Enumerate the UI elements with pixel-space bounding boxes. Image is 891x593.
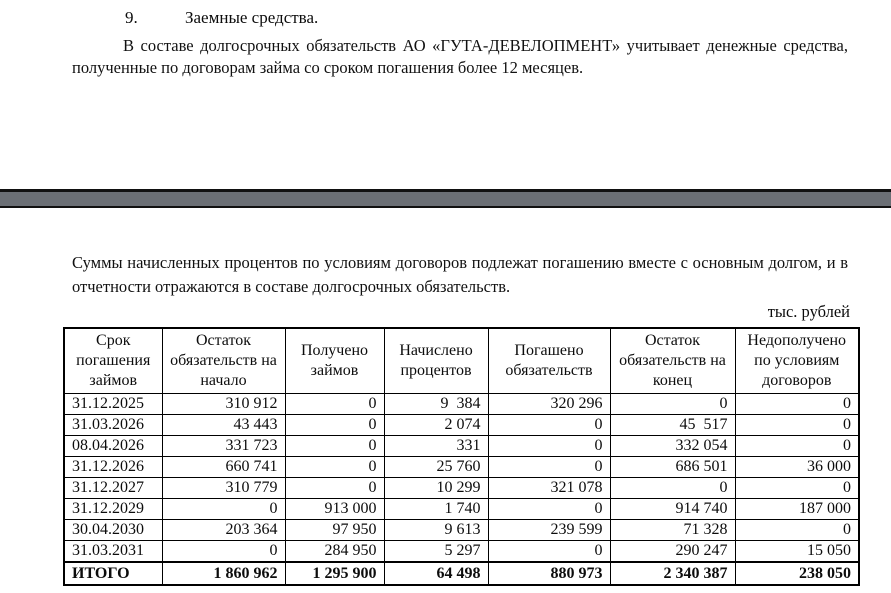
table-cell: 0 xyxy=(285,394,384,415)
table-cell: 284 950 xyxy=(285,541,384,563)
table-cell: 15 050 xyxy=(735,541,859,563)
table-cell: 2 074 xyxy=(384,415,488,436)
table-cell: 31.03.2026 xyxy=(64,415,162,436)
total-cell: 2 340 387 xyxy=(610,562,735,585)
total-cell: 1 860 962 xyxy=(162,562,285,585)
table-cell: 914 740 xyxy=(610,499,735,520)
table-cell: 0 xyxy=(488,457,610,478)
total-cell: 880 973 xyxy=(488,562,610,585)
table-cell: 71 328 xyxy=(610,520,735,541)
section-number: 9. xyxy=(125,8,138,27)
table-cell: 0 xyxy=(735,436,859,457)
table-cell: 5 297 xyxy=(384,541,488,563)
units-label: тыс. рублей xyxy=(767,302,850,321)
header-opening-balance: Остаток обязательств на начало xyxy=(162,328,285,394)
loans-table xyxy=(63,327,860,586)
table-cell: 913 000 xyxy=(285,499,384,520)
table-cell: 10 299 xyxy=(384,478,488,499)
table-cell: 686 501 xyxy=(610,457,735,478)
table-cell: 203 364 xyxy=(162,520,285,541)
table-body xyxy=(64,394,859,586)
page-divider-bar xyxy=(0,189,891,208)
total-cell: 64 498 xyxy=(384,562,488,585)
table-cell: 331 723 xyxy=(162,436,285,457)
table-cell: 0 xyxy=(610,394,735,415)
table-row xyxy=(64,478,859,499)
table-cell: 0 xyxy=(488,415,610,436)
table-cell: 0 xyxy=(610,478,735,499)
table-cell: 9 613 xyxy=(384,520,488,541)
table-cell: 0 xyxy=(735,394,859,415)
table-cell: 660 741 xyxy=(162,457,285,478)
table-cell: 30.04.2030 xyxy=(64,520,162,541)
table-cell: 0 xyxy=(735,415,859,436)
table-row xyxy=(64,520,859,541)
table-cell: 0 xyxy=(285,457,384,478)
table-cell: 0 xyxy=(488,436,610,457)
table-cell: 321 078 xyxy=(488,478,610,499)
table-row xyxy=(64,499,859,520)
table-cell: 290 247 xyxy=(610,541,735,563)
table-cell: 1 740 xyxy=(384,499,488,520)
header-loans-received: Получено займов xyxy=(285,328,384,394)
table-row xyxy=(64,457,859,478)
table-cell: 43 443 xyxy=(162,415,285,436)
table-row xyxy=(64,415,859,436)
table-cell: 0 xyxy=(488,541,610,563)
header-interest-accrued: Начислено процентов xyxy=(384,328,488,394)
total-cell: 1 295 900 xyxy=(285,562,384,585)
table-header-row xyxy=(64,328,859,394)
total-row xyxy=(64,562,859,585)
table-cell: 31.03.2031 xyxy=(64,541,162,563)
header-closing-balance: Остаток обязательств на конец xyxy=(610,328,735,394)
table-cell: 0 xyxy=(285,436,384,457)
table-cell: 239 599 xyxy=(488,520,610,541)
table-cell: 08.04.2026 xyxy=(64,436,162,457)
paragraph-intro: В составе долгосрочных обязательств АО «ГУТА-ДЕВЕЛОПМЕНТ» учитывает денежные средства, полученные по договорам займа со сроком погашения более 12 месяцев. xyxy=(72,36,848,77)
table-row xyxy=(64,436,859,457)
table-row xyxy=(64,394,859,415)
table-cell: 0 xyxy=(162,541,285,563)
table-cell: 187 000 xyxy=(735,499,859,520)
table-cell: 31.12.2026 xyxy=(64,457,162,478)
table-cell: 25 760 xyxy=(384,457,488,478)
table-cell: 320 296 xyxy=(488,394,610,415)
table-cell: 97 950 xyxy=(285,520,384,541)
section-title: Заемные средства. xyxy=(185,8,319,27)
table-cell: 0 xyxy=(285,415,384,436)
total-cell: 238 050 xyxy=(735,562,859,585)
table-cell: 0 xyxy=(285,478,384,499)
section-heading xyxy=(125,8,318,28)
table-cell: 31.12.2029 xyxy=(64,499,162,520)
paragraph-interest: Суммы начисленных процентов по условиям договоров подлежат погашению вместе с основным долгом, и в отчетности отражаются в составе долгосрочных обязательств. xyxy=(72,253,848,296)
table-cell: 0 xyxy=(735,478,859,499)
table-row xyxy=(64,541,859,563)
table-cell: 0 xyxy=(735,520,859,541)
table-cell: 9 384 xyxy=(384,394,488,415)
table-cell: 0 xyxy=(162,499,285,520)
table-cell: 31.12.2027 xyxy=(64,478,162,499)
table-cell: 36 000 xyxy=(735,457,859,478)
total-label: ИТОГО xyxy=(64,562,162,585)
table-cell: 31.12.2025 xyxy=(64,394,162,415)
header-maturity-date: Срок погашения займов xyxy=(64,328,162,394)
table-cell: 332 054 xyxy=(610,436,735,457)
table-cell: 310 779 xyxy=(162,478,285,499)
table-cell: 0 xyxy=(488,499,610,520)
table-cell: 331 xyxy=(384,436,488,457)
header-shortfall: Недополучено по условиям договоров xyxy=(735,328,859,394)
table-cell: 310 912 xyxy=(162,394,285,415)
table-cell: 45 517 xyxy=(610,415,735,436)
header-repaid: Погашено обязательств xyxy=(488,328,610,394)
